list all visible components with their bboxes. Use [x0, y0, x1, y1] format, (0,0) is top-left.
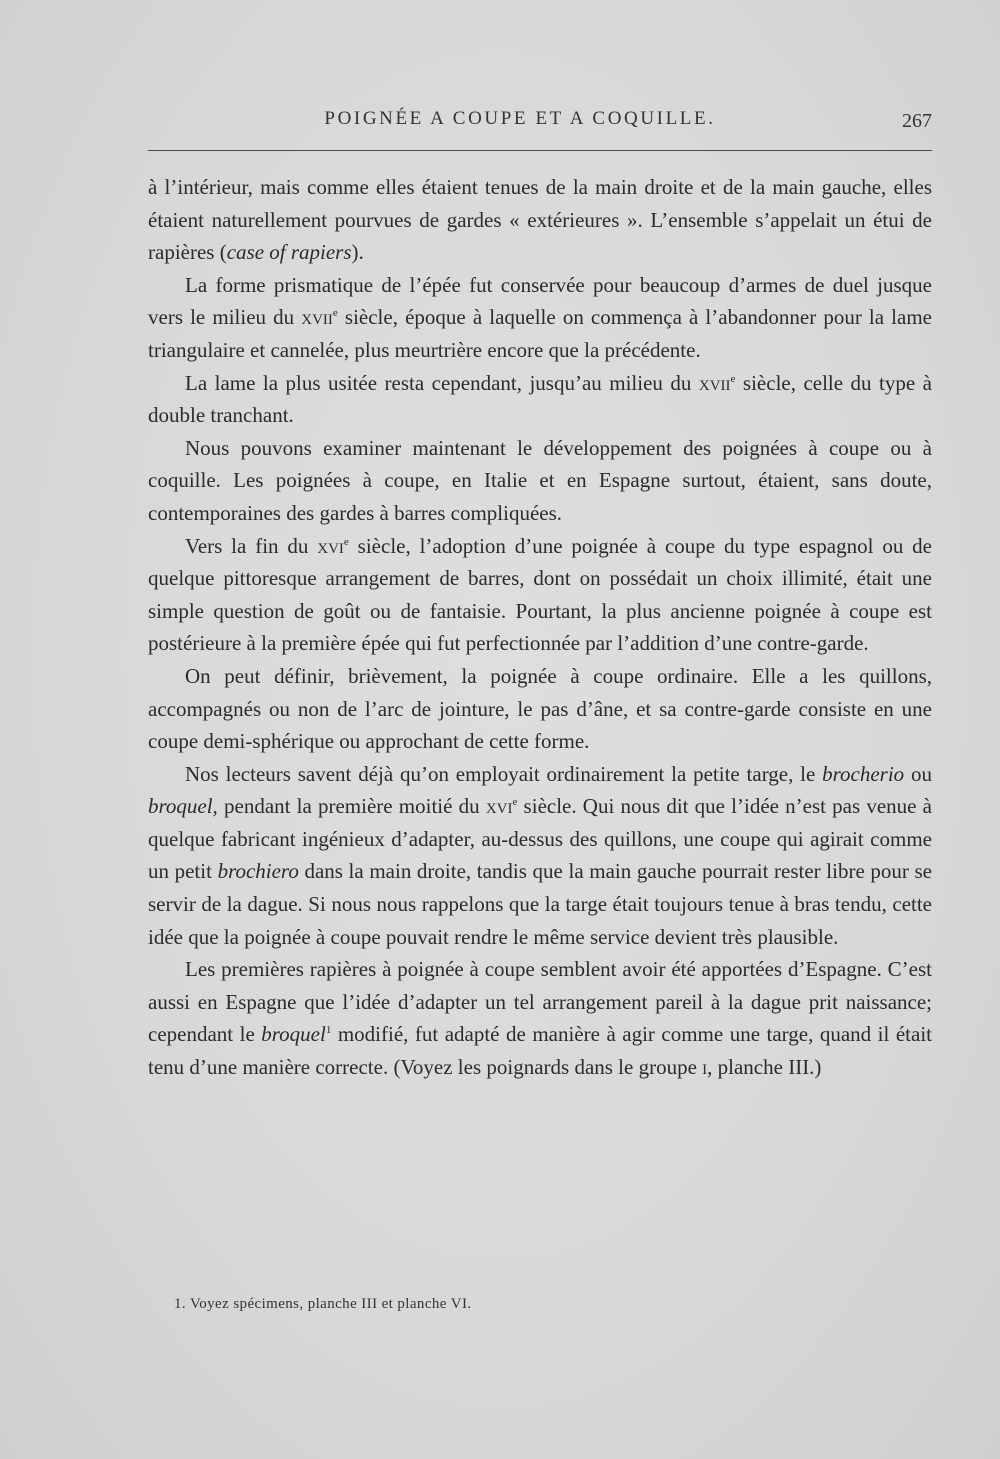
superscript: e — [512, 796, 518, 809]
footnote-number: 1. — [174, 1296, 187, 1312]
text-span: Nos lecteurs savent déjà qu’on employait ordinairement la petite targe, le — [185, 761, 823, 786]
paragraph-5 — [148, 530, 932, 660]
footnote-reference: 1 — [325, 1024, 332, 1037]
footnote-text: Voyez spécimens, planche III et planche VI. — [189, 1296, 472, 1312]
running-title: POIGNÉE A COUPE ET A COQUILLE. — [324, 108, 716, 129]
text-span: Les premières rapières à poignée à coupe semblent avoir été apportées d’Espagne. C’est aussi en Espagne que l’idée d’adapter un tel arrangement pareil à la dague prit naissance; cependant le — [148, 957, 932, 1047]
century-numeral: xvi — [485, 794, 513, 819]
header-rule — [148, 150, 932, 151]
running-header — [148, 108, 932, 138]
paragraph-3 — [148, 367, 932, 432]
text-span: à l’intérieur, mais comme elles étaient tenues de la main droite et de la main gauche, elles étaient naturellement pourvues de gardes « extérieures ». L’ensemble s’appelait un étui de rapières ( — [148, 175, 932, 265]
text-span: siècle. Qui nous dit que l’idée n’est pas venue à quelque fabricant ingénieux d’adapter, au-dessus des quillons, une coupe qui agirait comme un petit — [148, 794, 932, 884]
century-numeral: xvii — [698, 370, 731, 395]
text-span: Nous pouvons examiner maintenant le développement des poignées à coupe ou à coquille. Les poignées à coupe, en Italie et en Espagne surtout, étaient, sans doute, contemporaines des gardes à barres compliquées. — [148, 435, 932, 525]
text-span: Vers la fin du — [185, 533, 318, 558]
paragraph-7 — [148, 758, 932, 954]
paragraph-1 — [148, 171, 932, 269]
century-numeral: xvi — [317, 533, 344, 558]
text-span: ). — [351, 240, 364, 265]
century-numeral: xvii — [301, 305, 333, 330]
text-span: On peut définir, brièvement, la poignée à coupe ordinaire. Elle a les quillons, accompagnés ou non de l’arc de jointure, le pas d’âne, et sa contre-garde consiste en une coupe demi-sphérique ou approchant de cette forme. — [148, 663, 932, 754]
italic-term: brochiero — [217, 859, 299, 884]
paragraph-2 — [148, 269, 932, 367]
italic-term: case of rapiers — [226, 240, 352, 265]
body-text — [148, 171, 932, 1084]
paragraph-6 — [148, 660, 932, 758]
text-span: pendant la première moitié du — [217, 794, 486, 819]
italic-term: broquel — [261, 1022, 326, 1047]
text-span: modifié, fut adapté de manière à agir comme une targe, quand il était tenu d’une manière correcte. (Voyez les poignards dans le groupe — [148, 1022, 932, 1080]
superscript: e — [332, 307, 338, 320]
paragraph-4 — [148, 432, 932, 530]
group-numeral: i — [702, 1055, 708, 1080]
italic-term: broquel, — [148, 794, 218, 819]
text-span: siècle, celle du type à double tranchant. — [148, 370, 932, 428]
text-span: dans la main droite, tandis que la main gauche pourrait rester libre pour se servir de la dague. Si nous nous rappelons que la targe était toujours tenue à bras tendu, cette idée que la poignée à coupe pouvait rendre le même service devient très plausible. — [148, 859, 932, 949]
superscript: e — [343, 535, 349, 548]
text-span: , planche III.) — [707, 1055, 822, 1080]
text-span: La forme prismatique de l’épée fut conservée pour beaucoup d’armes de duel jusque vers le milieu du — [148, 272, 932, 330]
text-span: siècle, l’adoption d’une poignée à coupe du type espagnol ou de quelque pittoresque arrangement de barres, dont on possédait un choix illimité, était une simple question de goût ou de fantaisie. Pourtant, la plus ancienne poignée à coupe est postérieure à la première épée qui fut perfectionnée par l’addition d’une contre-garde. — [148, 533, 933, 656]
italic-term: brocherio — [822, 761, 905, 786]
superscript: e — [730, 372, 736, 385]
text-span: siècle, époque à laquelle on commença à l’abandonner pour la lame triangulaire et cannelée, plus meurtrière encore que la précédente. — [148, 305, 932, 362]
paragraph-8 — [148, 953, 932, 1083]
page-number: 267 — [902, 110, 932, 132]
footnote — [174, 1296, 472, 1313]
text-span: La lame la plus usitée resta cependant, jusqu’au milieu du — [185, 370, 699, 395]
text-span: ou — [904, 761, 932, 786]
